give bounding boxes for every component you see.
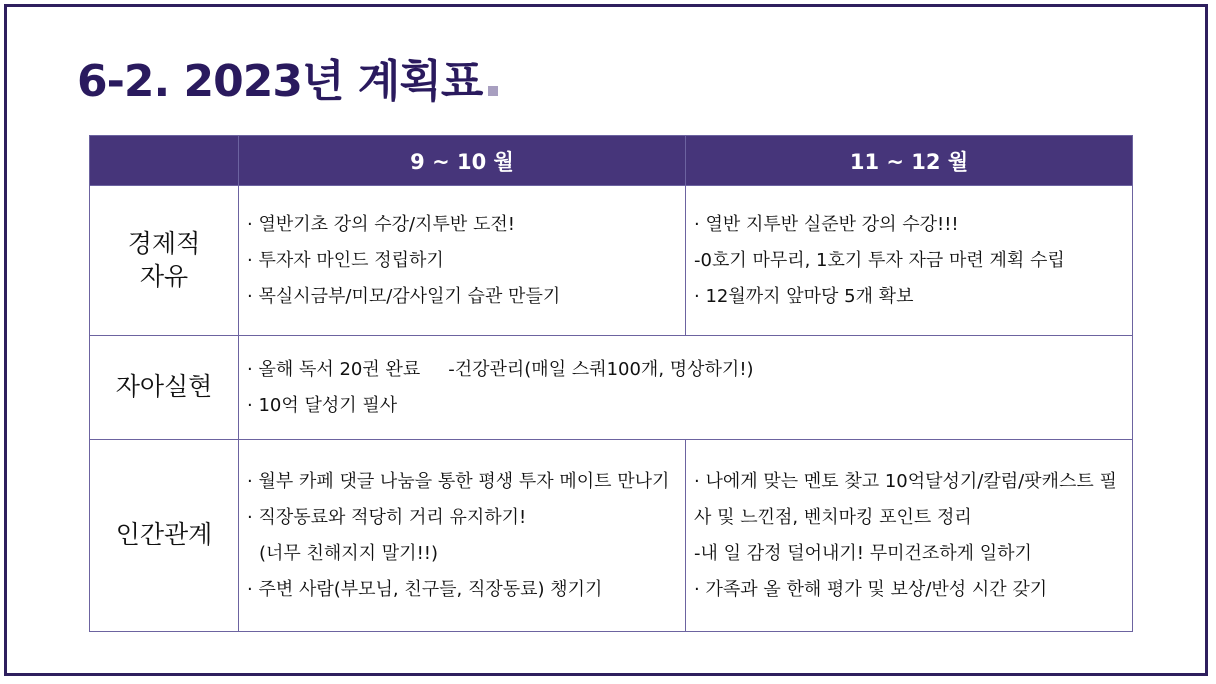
table-header-row [90, 136, 1133, 186]
list-item: · 10억 달성기 필사 [247, 394, 398, 416]
list-item: · 나에게 맞는 멘토 찾고 10억달성기/칼럼/팟캐스트 필사 및 느낀점, 벤치마킹 포인트 정리 [694, 470, 1117, 528]
category-line: 자유 [139, 261, 189, 291]
category-self-realization: 자아실현 [90, 336, 239, 440]
category-relationships: 인간관계 [90, 440, 239, 632]
list-item: · 가족과 올 한해 평가 및 보상/반성 시간 갖기 [694, 578, 1048, 600]
list-item: · 12월까지 앞마당 5개 확보 [694, 285, 914, 307]
title-accent-square [488, 86, 498, 96]
table-row [90, 440, 1133, 632]
cell-relationships-sep-oct [239, 440, 686, 632]
list-item: · 주변 사람(부모님, 친구들, 직장동료) 챙기기 [247, 578, 603, 600]
list-item: · 열반기초 강의 수강/지투반 도전! [247, 213, 515, 235]
header-corner [90, 136, 239, 186]
cell-relationships-nov-dec [686, 440, 1133, 632]
list-item: · 직장동료와 적당히 거리 유지하기! [247, 506, 527, 528]
plan-table [89, 135, 1133, 632]
list-item: -0호기 마무리, 1호기 투자 자금 마련 계획 수립 [694, 249, 1065, 271]
cell-economic-nov-dec [686, 186, 1133, 336]
table-row [90, 186, 1133, 336]
list-item: (너무 친해지지 말기!!) [259, 542, 439, 564]
list-item: · 목실시금부/미모/감사일기 습관 만들기 [247, 285, 561, 307]
list-item: -건강관리(매일 스쿼100개, 명상하기!) [448, 358, 754, 380]
list-item-line [247, 352, 1124, 388]
category-economic-freedom [90, 186, 239, 336]
header-nov-dec: 11 ~ 12 월 [686, 136, 1133, 186]
slide [4, 4, 1208, 676]
list-item: · 열반 지투반 실준반 강의 수강!!! [694, 213, 959, 235]
list-item: · 월부 카페 댓글 나눔을 통한 평생 투자 메이트 만나기 [247, 470, 670, 492]
list-item: -내 일 감정 덜어내기! 무미건조하게 일하기 [694, 542, 1032, 564]
cell-self-realization [239, 336, 1133, 440]
list-item: · 투자자 마인드 정립하기 [247, 249, 444, 271]
header-sep-oct: 9 ~ 10 월 [239, 136, 686, 186]
category-line: 경제적 [127, 229, 201, 258]
cell-economic-sep-oct [239, 186, 686, 336]
page-title: 6-2. 2023년 계획표 [77, 45, 498, 109]
list-item: · 올해 독서 20권 완료 [247, 358, 421, 380]
table-row [90, 336, 1133, 440]
